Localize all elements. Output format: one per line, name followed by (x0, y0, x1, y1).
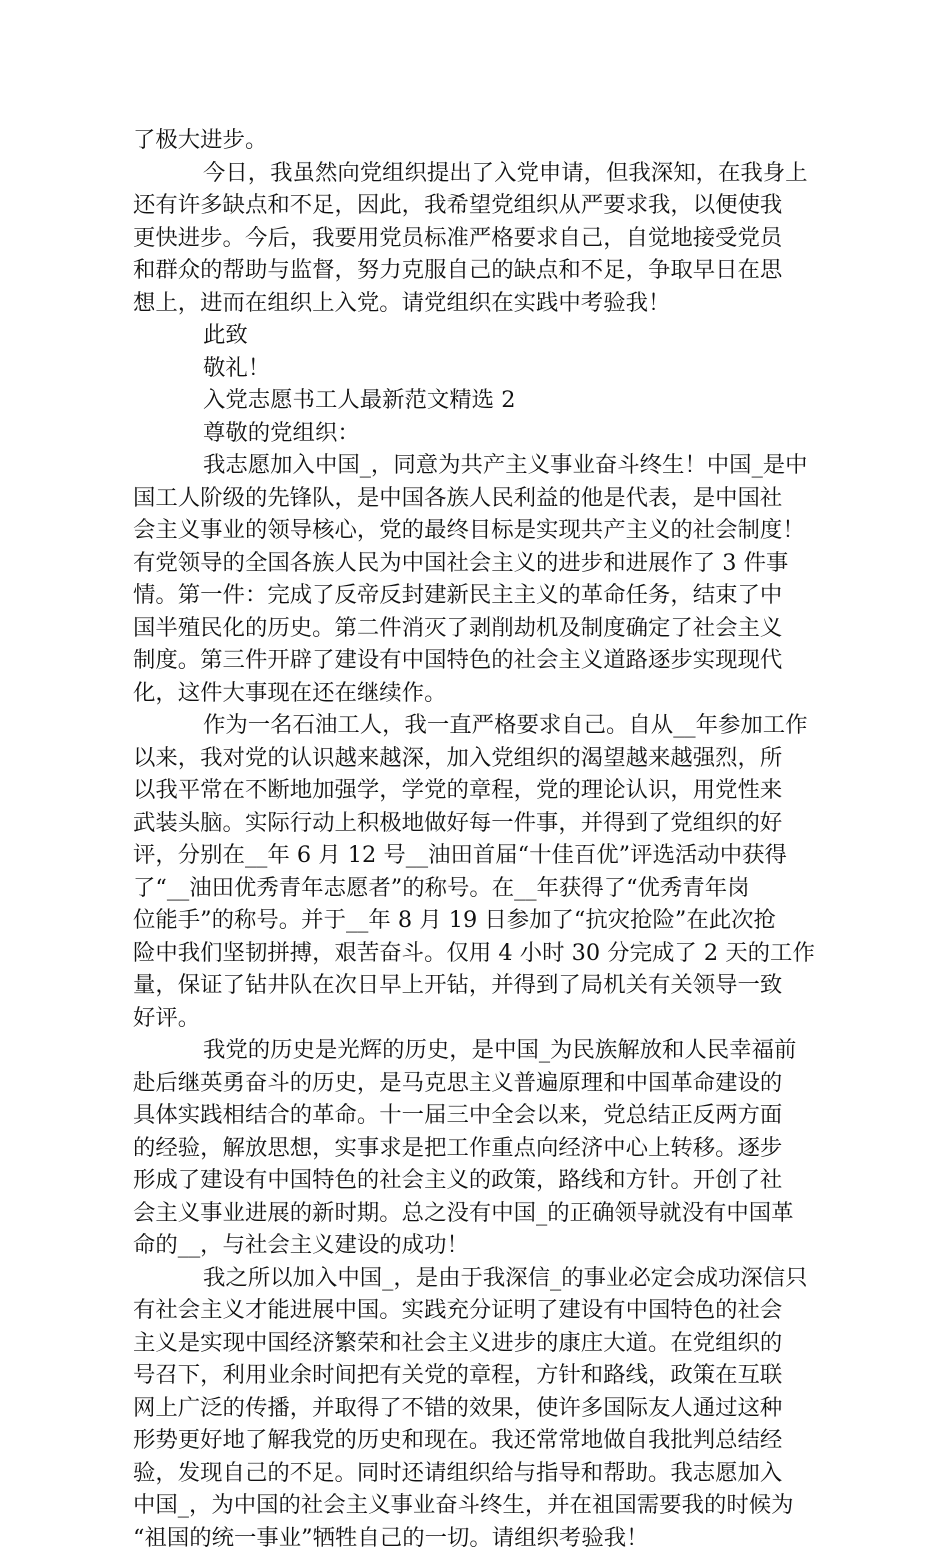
text-line: 位能手”的称号。并于__年 8 月 19 日参加了“抗灾抢险”在此次抢 (133, 904, 823, 937)
text-line: 形势更好地了解我党的历史和现在。我还常常地做自我批判总结经 (133, 1424, 823, 1457)
text-line: “祖国的统一事业”牺牲自己的一切。请组织考验我！ (133, 1522, 823, 1554)
closing-salutation: 此致 (133, 319, 823, 352)
text-line: 评，分别在__年 6 月 12 号__油田首届“十佳百优”评选活动中获得 (133, 839, 823, 872)
text-line: 更快进步。今后，我要用党员标准严格要求自己，自觉地接受党员 (133, 222, 823, 255)
text-line: 国工人阶级的先锋队，是中国各族人民利益的他是代表，是中国社 (133, 482, 823, 515)
text-line: 化，这件大事现在还在继续作。 (133, 677, 823, 710)
text-line: 具体实践相结合的革命。十一届三中全会以来，党总结正反两方面 (133, 1099, 823, 1132)
text-line: 国半殖民化的历史。第二件消灭了剥削劫机及制度确定了社会主义 (133, 612, 823, 645)
text-line: 命的__，与社会主义建设的成功！ (133, 1229, 823, 1262)
text-line: 作为一名石油工人，我一直严格要求自己。自从__年参加工作 (133, 709, 823, 742)
text-line: 赴后继英勇奋斗的历史，是马克思主义普遍原理和中国革命建设的 (133, 1067, 823, 1100)
text-line: 武装头脑。实际行动上积极地做好每一件事，并得到了党组织的好 (133, 807, 823, 840)
text-line: 我志愿加入中国_，同意为共产主义事业奋斗终生！中国_是中 (133, 449, 823, 482)
text-line: 中国_，为中国的社会主义事业奋斗终生，并在祖国需要我的时候为 (133, 1489, 823, 1522)
text-line: 网上广泛的传播，并取得了不错的效果，使许多国际友人通过这种 (133, 1392, 823, 1425)
text-line: 我党的历史是光辉的历史，是中国_为民族解放和人民幸福前 (133, 1034, 823, 1067)
text-line: 会主义事业的领导核心，党的最终目标是实现共产主义的社会制度！ (133, 514, 823, 547)
text-line: 号召下，利用业余时间把有关党的章程，方针和路线，政策在互联 (133, 1359, 823, 1392)
text-line: 量，保证了钻井队在次日早上开钻，并得到了局机关有关领导一致 (133, 969, 823, 1002)
text-line: 形成了建设有中国特色的社会主义的政策，路线和方针。开创了社 (133, 1164, 823, 1197)
section-heading: 入党志愿书工人最新范文精选 2 (133, 384, 823, 417)
text-line: 还有许多缺点和不足，因此，我希望党组织从严要求我，以便使我 (133, 189, 823, 222)
text-line: 验，发现自己的不足。同时还请组织给与指导和帮助。我志愿加入 (133, 1457, 823, 1490)
closing-regards: 敬礼！ (133, 352, 823, 385)
text-line: 想上，进而在组织上入党。请党组织在实践中考验我！ (133, 287, 823, 320)
letter-greeting: 尊敬的党组织： (133, 417, 823, 450)
text-line: 会主义事业进展的新时期。总之没有中国_的正确领导就没有中国革 (133, 1197, 823, 1230)
text-line: 制度。第三件开辟了建设有中国特色的社会主义道路逐步实现现代 (133, 644, 823, 677)
text-line: 情。第一件：完成了反帝反封建新民主主义的革命任务，结束了中 (133, 579, 823, 612)
text-line: 我之所以加入中国_，是由于我深信_的事业必定会成功深信只 (133, 1262, 823, 1295)
text-line: 了极大进步。 (133, 124, 823, 157)
text-line: 了“__油田优秀青年志愿者”的称号。在__年获得了“优秀青年岗 (133, 872, 823, 905)
document-body (133, 124, 823, 1554)
text-line: 今日，我虽然向党组织提出了入党申请，但我深知，在我身上 (133, 157, 823, 190)
text-line: 的经验，解放思想，实事求是把工作重点向经济中心上转移。逐步 (133, 1132, 823, 1165)
text-line: 以我平常在不断地加强学，学党的章程，党的理论认识，用党性来 (133, 774, 823, 807)
text-line: 和群众的帮助与监督，努力克服自己的缺点和不足，争取早日在思 (133, 254, 823, 287)
text-line: 主义是实现中国经济繁荣和社会主义进步的康庄大道。在党组织的 (133, 1327, 823, 1360)
text-line: 以来，我对党的认识越来越深，加入党组织的渴望越来越强烈，所 (133, 742, 823, 775)
text-line: 有党领导的全国各族人民为中国社会主义的进步和进展作了 3 件事 (133, 547, 823, 580)
text-line: 好评。 (133, 1002, 823, 1035)
text-line: 险中我们坚韧拼搏，艰苦奋斗。仅用 4 小时 30 分完成了 2 天的工作 (133, 937, 823, 970)
text-line: 有社会主义才能进展中国。实践充分证明了建设有中国特色的社会 (133, 1294, 823, 1327)
